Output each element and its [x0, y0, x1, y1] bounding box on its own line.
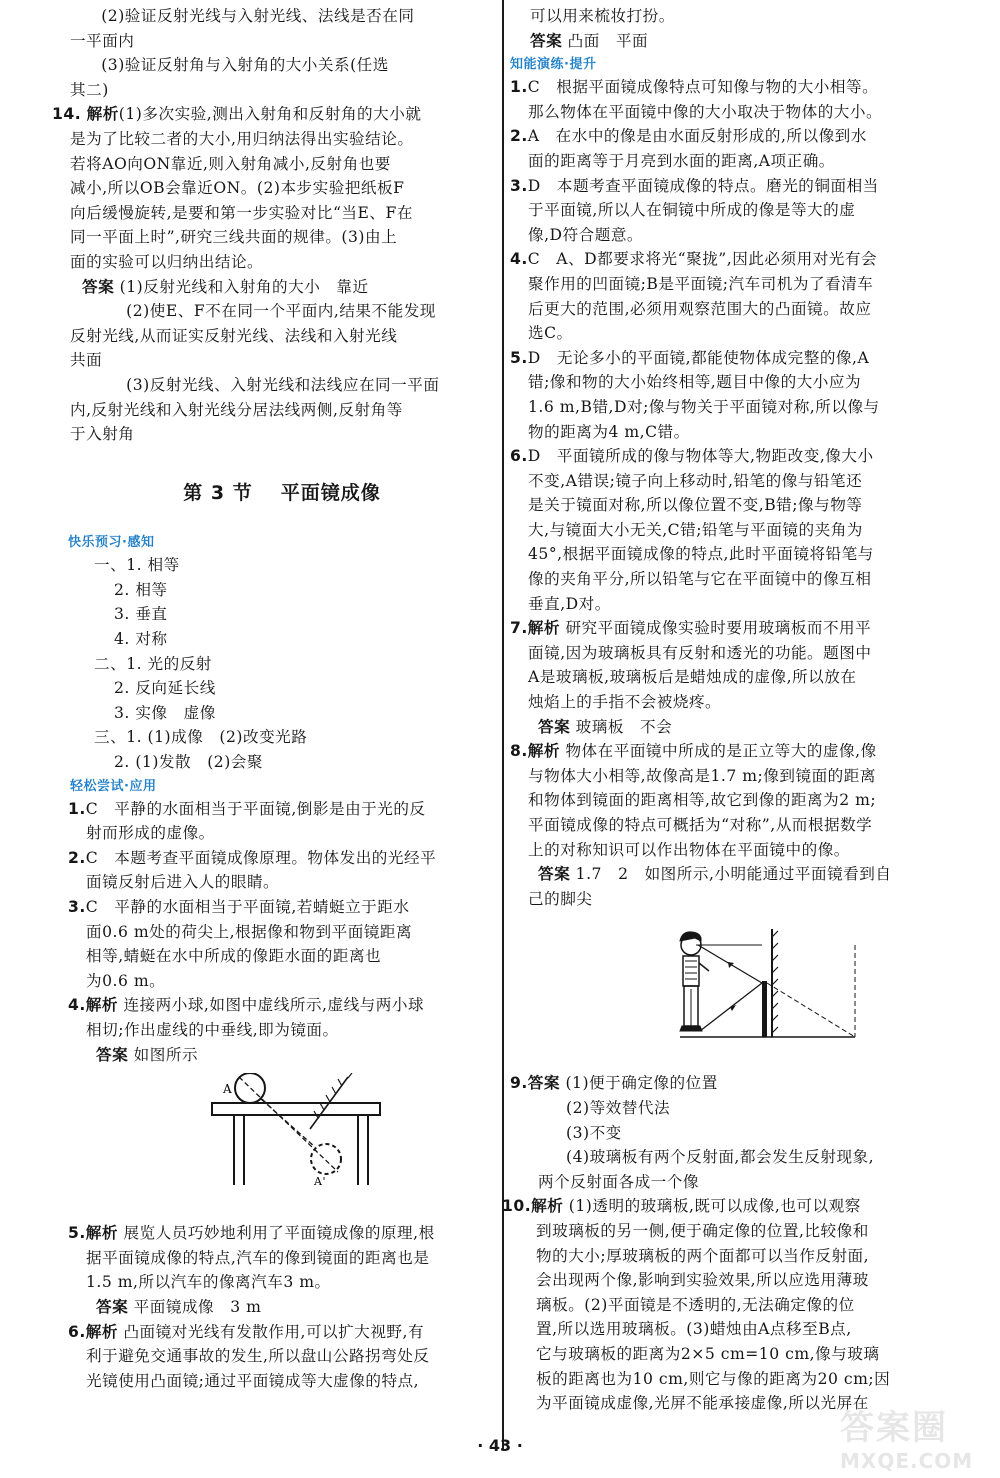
text-line: D 无论多小的平面镜,都能使物体成完整的像,A [527, 348, 870, 367]
section-heading: 知能演练·提升 [510, 57, 597, 73]
question-number: 6. [68, 1322, 86, 1341]
text-line: 面的实验可以归纳出结论。 [70, 252, 264, 271]
text-line: 那么物体在平面镜中像的大小取决于物体的大小。 [528, 102, 883, 121]
question-14 [52, 102, 494, 446]
text-line: 1.5 m,所以汽车的像离汽车3 m。 [86, 1273, 331, 1292]
answer-label: 答案 [538, 717, 571, 736]
text-line: 共面 [70, 351, 103, 370]
answer-label: 答案 [538, 865, 571, 884]
text-line: 到玻璃板的另一侧,便于确定像的位置,比较像和 [536, 1221, 869, 1240]
left-column [52, 0, 494, 1393]
text-line: 为平面镜成虚像,光屏不能承接虚像,所以光屏在 [536, 1394, 869, 1413]
section-name: 平面镜成像 [280, 481, 381, 504]
text-line: (2)使E、F不在同一个平面内,结果不能发现 [126, 302, 436, 321]
column-divider [502, 0, 504, 1450]
text-line: 1.7 2 如图所示,小明能通过平面镜看到自 [575, 865, 892, 884]
question-number: 2. [510, 127, 528, 146]
text-line: 若将AO向ON靠近,则入射角减小,反射角也要 [70, 154, 391, 173]
analysis-label: 解析 [86, 105, 119, 124]
question-number: 10. [502, 1197, 532, 1216]
analysis-label: 解析 [85, 1224, 118, 1243]
text-line: (1)多次实验,测出入射角和反射角的大小就 [118, 105, 422, 124]
text-line: 一、1. 相等 [94, 556, 180, 575]
text-line: A是玻璃板,玻璃板后是蜡烛成的虚像,所以放在 [528, 668, 857, 687]
text-line: 连接两小球,如图中虚线所示,虚线与两小球 [123, 996, 425, 1015]
text-line: 45°,根据平面镜成像的特点,此时平面镜将铅笔与 [528, 545, 874, 564]
text-line: 凸面 平面 [567, 31, 649, 50]
text-line: 面0.6 m处的荷尖上,根据像和物到平面镜距离 [86, 922, 413, 941]
text-line: (4)玻璃板有两个反射面,都会发生反射现象, [566, 1148, 875, 1167]
text-line: 垂直,D对。 [528, 594, 611, 613]
text-line: 平面镜成像 3 m [133, 1297, 262, 1316]
text-line: 光镜使用凸面镜;通过平面镜成等大虚像的特点, [86, 1371, 420, 1390]
question-number: 3. [510, 176, 528, 195]
text-line: 一平面内 [70, 31, 135, 50]
question-number: 2. [68, 848, 86, 867]
text-line: (1)透明的玻璃板,既可以成像,也可以观察 [568, 1197, 861, 1216]
watermark-logo [840, 1400, 990, 1473]
text-line: 为0.6 m。 [86, 971, 166, 990]
text-line: 其二) [70, 80, 109, 99]
text-line: 两个反射面各成一个像 [538, 1172, 699, 1191]
text-line: 可以用来梳妆打扮。 [530, 7, 675, 25]
text-line: 面镜反射后进入人的眼睛。 [86, 873, 280, 892]
ball-label-a: A [223, 1082, 233, 1097]
text-line: C 平静的水面相当于平面镜,倒影是由于光的反 [85, 799, 426, 818]
text-line: (1)便于确定像的位置 [565, 1074, 718, 1093]
text-line: (1)反射光线和入射角的大小 靠近 [119, 277, 369, 296]
text-line: 板的距离也为10 cm,则它与像的距离为20 cm;因 [536, 1369, 891, 1388]
watermark-url: MXQE.COM [840, 1449, 974, 1473]
text-line: 聚作用的凹面镜;B是平面镜;汽车司机为了看清车 [528, 274, 874, 293]
answer-label: 答案 [96, 1045, 129, 1064]
text-line: 内,反射光线和入射光线分居法线两侧,反射角等 [70, 400, 403, 419]
text-line: 选C。 [528, 324, 573, 343]
question-number: 3. [68, 898, 86, 916]
text-line: 像的夹角平分,所以铅笔与它在平面镜中的像互相 [528, 570, 872, 589]
question-number: 6. [510, 447, 528, 466]
text-line: 减小,所以OB会靠近ON。(2)本步实验把纸板F [70, 179, 405, 198]
text-line: 2. 反向延长线 [114, 679, 216, 698]
text-line: 像,D符合题意。 [528, 225, 644, 244]
question-number: 7. [510, 619, 528, 638]
analysis-label: 解析 [85, 996, 118, 1015]
preview-answers [70, 553, 494, 774]
text-line: A 在水中的像是由水面反射形成的,所以像到水 [527, 127, 867, 146]
text-line: 4. 对称 [114, 630, 168, 649]
question-number: 5. [510, 348, 528, 367]
text-line: 相等,蜻蜓在水中所成的像距水面的距离也 [86, 947, 382, 966]
text-line: (3)验证反射角与入射角的大小关系(任选 [101, 56, 389, 75]
table-mirror-figure [68, 1073, 492, 1191]
text-line: 射而形成的虚像。 [86, 824, 215, 843]
text-line: 利于避免交通事故的发生,所以盘山公路拐弯处反 [86, 1347, 430, 1366]
analysis-label: 解析 [527, 619, 560, 638]
section-heading: 快乐预习·感知 [68, 535, 155, 551]
answer-label: 答案 [82, 277, 115, 296]
text-line: 同一平面上时”,研究三线共面的规律。(3)由上 [70, 228, 398, 247]
text-line: (3)不变 [566, 1123, 622, 1142]
text-line: C A、D都要求将光“聚拢”,因此必须用对光有会 [527, 250, 878, 269]
page-number: · 43 · [477, 1436, 523, 1455]
text-line: 物的距离为4 m,C错。 [528, 422, 690, 441]
text-line: 错;像和物的大小始终相等,题目中像的大小应为 [528, 373, 862, 392]
question-number: 1. [510, 78, 528, 97]
section-title [70, 481, 494, 506]
answer-label: 答案 [530, 31, 563, 50]
text-line: 是为了比较二者的大小,用归纳法得出实验结论。 [70, 129, 414, 148]
text-line: 与物体大小相等,故像高是1.7 m;像到镜面的距离 [528, 766, 876, 785]
answer-label: 答案 [96, 1297, 129, 1316]
text-line: 面的距离等于月亮到水面的距离,A项正确。 [528, 151, 835, 170]
question-number: 9. [510, 1074, 528, 1093]
section-number: 第 3 节 [183, 481, 253, 504]
text-line: 据平面镜成像的特点,汽车的像到镜面的距离也是 [86, 1248, 430, 1267]
text-line: 它与玻璃板的距离为2×5 cm=10 cm,像与玻璃 [536, 1344, 880, 1363]
text-line: 于平面镜,所以人在铜镜中所成的像是等大的虚 [528, 201, 856, 220]
text-line: D 本题考查平面镜成像的特点。磨光的铜面相当 [527, 176, 879, 195]
text-line: (3)反射光线、入射光线和法线应在同一平面 [126, 375, 440, 394]
text-line: 玻璃板 不会 [575, 717, 673, 736]
answer-label: 答案 [527, 1074, 560, 1093]
text-line: 3. 实像 虚像 [114, 703, 216, 722]
text-line: 相切;作出虚线的中垂线,即为镜面。 [86, 1020, 339, 1039]
watermark-text: 答案圈 [840, 1408, 948, 1448]
text-line: 1.6 m,B错,D对;像与物关于平面镜对称,所以像与 [528, 397, 880, 416]
text-line: 会出现两个像,影响到实验效果,所以应选用薄玻 [536, 1271, 869, 1290]
analysis-label: 解析 [531, 1197, 564, 1216]
text-line: 置,所以选用玻璃板。(3)蜡烛由A点移至B点, [536, 1320, 852, 1339]
ball-label-a-image: A' [314, 1175, 326, 1189]
right-column [502, 0, 942, 1416]
text-line: 如图所示 [133, 1045, 199, 1064]
text-line: 2. 相等 [114, 580, 168, 599]
text-line: D 平面镜所成的像与物体等大,物距改变,像大小 [527, 447, 874, 466]
text-line: 于入射角 [70, 425, 135, 444]
text-line: 是关于镜面对称,所以像位置不变,B错;像与物等 [528, 496, 863, 515]
text-line: 展览人员巧妙地利用了平面镜成像的原理,根 [123, 1224, 435, 1243]
text-line: 物体在平面镜中所成的是正立等大的虚像,像 [565, 742, 877, 761]
question-number: 4. [68, 996, 86, 1015]
text-line: 平面镜成像的特点可概括为“对称”,从而根据数学 [528, 816, 873, 834]
boy-mirror-figure [510, 925, 942, 1065]
question-number: 8. [510, 742, 528, 761]
text-line: 研究平面镜成像实验时要用玻璃板而不用平 [565, 619, 872, 638]
text-line: 3. 垂直 [114, 605, 168, 624]
text-line: 和物体到镜面的距离相等,故它到像的距离为2 m; [528, 791, 877, 810]
text-line: (2)验证反射光线与入射光线、法线是否在同 [101, 7, 415, 25]
text-line: 物的大小;厚玻璃板的两个面都可以当作反射面, [536, 1246, 870, 1265]
text-line: 后更大的范围,必须用观察范围大的凸面镜。故应 [528, 299, 872, 318]
text-line: C 本题考查平面镜成像原理。物体发出的光经平 [85, 848, 437, 867]
text-line: 己的脚尖 [528, 889, 593, 908]
text-line: 面镜,因为玻璃板具有反射和透光的功能。题图中 [528, 643, 872, 662]
text-line: 凸面镜对光线有发散作用,可以扩大视野,有 [123, 1322, 425, 1341]
text-line: 向后缓慢旋转,是要和第一步实验对比“当E、F在 [70, 203, 413, 222]
question-number: 5. [68, 1224, 86, 1243]
text-line: 璃板。(2)平面镜是不透明的,无法确定像的位 [536, 1295, 855, 1314]
question-number: 4. [510, 250, 528, 269]
text-line: 烛焰上的手指不会被烧疼。 [528, 693, 722, 712]
text-line: 大,与镜面大小无关,C错;铅笔与平面镜的夹角为 [528, 520, 863, 539]
section-heading: 轻松尝试·应用 [70, 778, 157, 794]
text-line: 2. (1)发散 (2)会聚 [114, 753, 263, 772]
text-line: 上的对称知识可以作出物体在平面镜中的像。 [528, 840, 850, 859]
text-line: 反射光线,从而证实反射光线、法线和入射光线 [70, 326, 398, 345]
page-number-value: 43 [488, 1436, 512, 1455]
text-line: (2)等效替代法 [566, 1098, 671, 1117]
analysis-label: 解析 [85, 1322, 118, 1341]
text-line: C 平静的水面相当于平面镜,若蜻蜓立于距水 [85, 898, 410, 916]
analysis-label: 解析 [527, 742, 560, 761]
text-line: 不变,A错误;镜子向上移动时,铅笔的像与铅笔还 [528, 471, 863, 490]
text-line: C 根据平面镜成像特点可知像与物的大小相等。 [527, 78, 879, 97]
question-number: 14. [52, 105, 82, 124]
question-number: 1. [68, 799, 86, 818]
text-line: 三、1. (1)成像 (2)改变光路 [94, 728, 308, 747]
text-line: 二、1. 光的反射 [94, 654, 212, 673]
